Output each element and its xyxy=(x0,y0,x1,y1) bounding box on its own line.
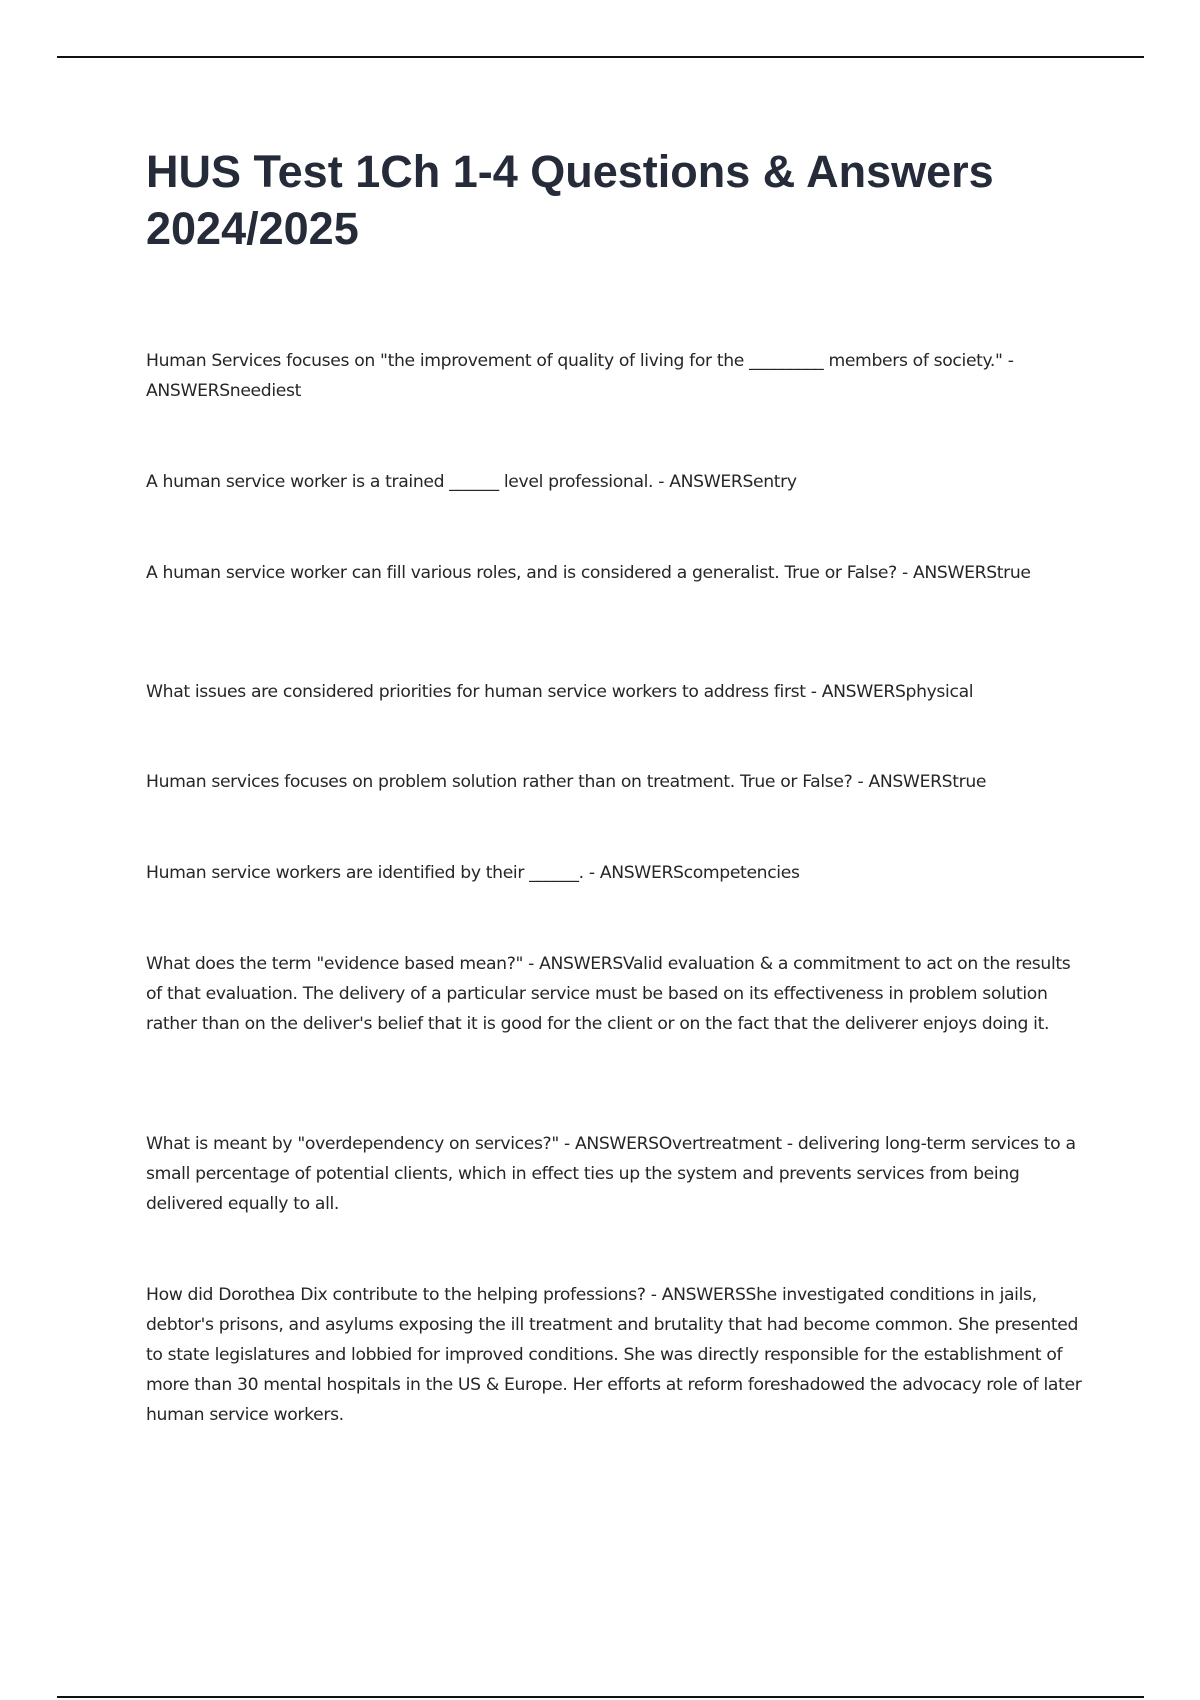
bottom-divider xyxy=(57,1696,1144,1698)
qa-item-5: Human services focuses on problem solution rather than on treatment. True or False? - ANSWERStrue xyxy=(146,772,987,792)
qa-item-6: Human service workers are identified by their ______. - ANSWERScompetencies xyxy=(146,863,800,883)
qa-item-7: What does the term "evidence based mean?" - ANSWERSValid evaluation & a commitment to act on the results of that evaluation. The delivery of a particular service must be based on its effectiveness in problem solution rather than on the deliver's belief that it is good for the client or on the fact that the deliverer enjoys doing it. xyxy=(146,954,1071,1034)
qa-item-1: Human Services focuses on "the improvement of quality of living for the _________ members of society." - ANSWERSneediest xyxy=(146,351,1014,401)
qa-item-9: How did Dorothea Dix contribute to the helping professions? - ANSWERSShe investigated conditions in jails, debtor's prisons, and asylums exposing the ill treatment and brutality that had become common. She presented to state legislatures and lobbied for improved conditions. She was directly responsible for the establishment of more than 30 mental hospitals in the US & Europe. Her efforts at reform foreshadowed the advocacy role of later human service workers. xyxy=(146,1285,1082,1425)
top-divider xyxy=(57,56,1144,58)
qa-item-4: What issues are considered priorities for human service workers to address first - ANSWERSphysical xyxy=(146,682,974,702)
qa-item-8: What is meant by "overdependency on services?" - ANSWERSOvertreatment - delivering long-term services to a small percentage of potential clients, which in effect ties up the system and prevents services from being delivered equally to all. xyxy=(146,1134,1076,1214)
page-title: HUS Test 1Ch 1-4 Questions & Answers 2024/2025 xyxy=(146,146,994,254)
qa-item-2: A human service worker is a trained ______ level professional. - ANSWERSentry xyxy=(146,472,797,492)
qa-item-3: A human service worker can fill various roles, and is considered a generalist. True or False? - ANSWERStrue xyxy=(146,563,1031,583)
